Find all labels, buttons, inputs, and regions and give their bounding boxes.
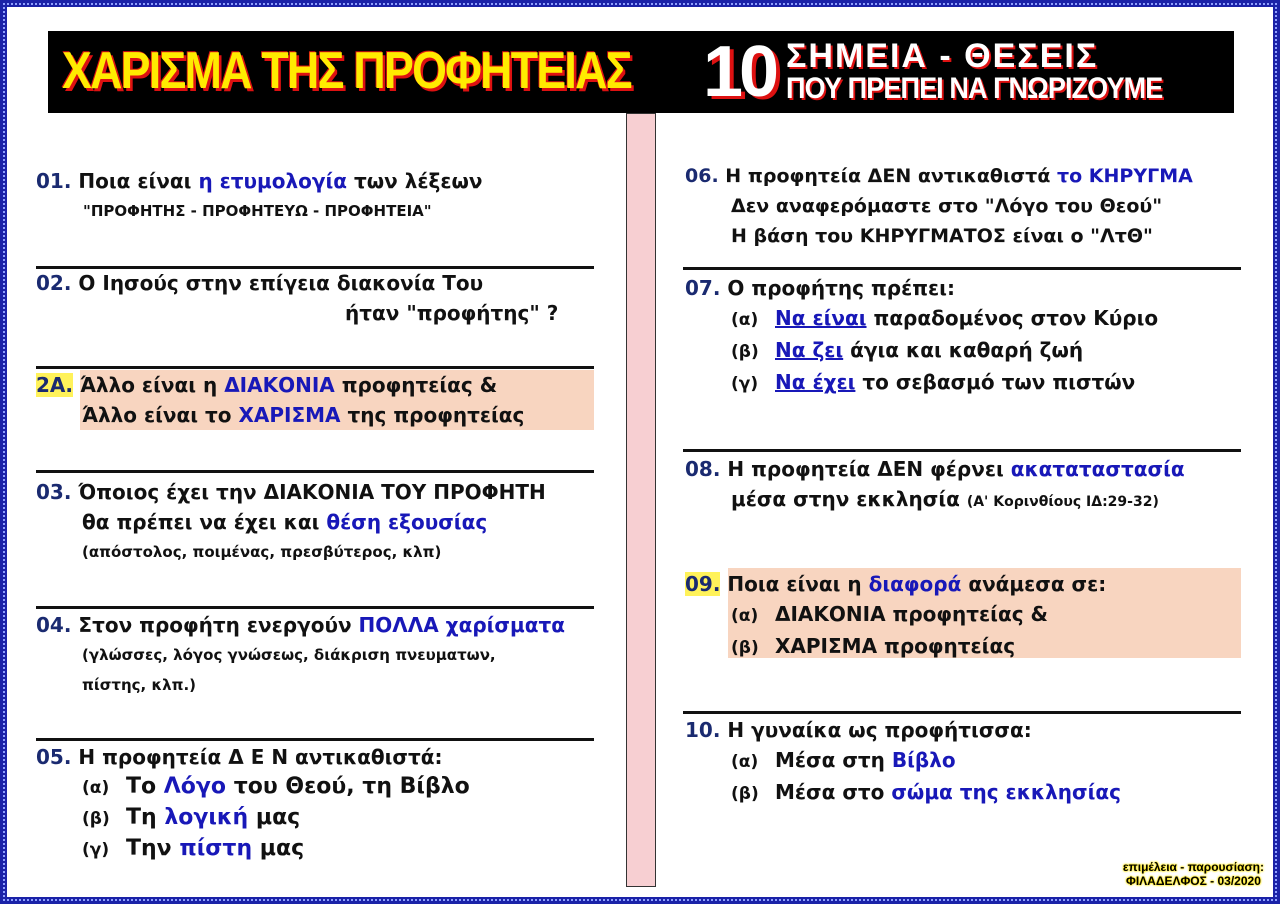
separator [683, 711, 1241, 714]
separator [36, 606, 594, 609]
main-title: ΧΑΡΙΣΜΑ ΤΗΣ ΠΡΟΦΗΤΕΙΑΣ [62, 42, 631, 100]
point-09: 09. Ποια είναι η διαφορά ανάμεσα σε: (α) ΔΙΑΚΟΝΙΑ προφητείας & (β) ΧΑΡΙΣΜΑ προφητείας [685, 572, 1107, 658]
separator [36, 366, 594, 369]
point-08: 08. Η προφητεία ΔΕΝ φέρνει ακαταταστασία μέσα στην εκκλησία (Α' Κορινθίους ΙΔ:29-32) [685, 457, 1185, 511]
subtitle-line1: ΣΗΜΕΙΑ - ΘΕΣΕΙΣ [786, 37, 1099, 75]
subtitle-line2: ΠΟΥ ΠΡΕΠΕΙ ΝΑ ΓΝΩΡΙΖΟΥΜΕ [786, 72, 1163, 105]
point-10: 10. Η γυναίκα ως προφήτισσα: (α) Μέσα στη Βίβλο (β) Μέσα στο σώμα της εκκλησίας [685, 718, 1121, 804]
title-banner [48, 31, 1234, 113]
separator [683, 267, 1241, 270]
separator [683, 449, 1241, 452]
point-2a: 2Α. Άλλο είναι η ΔΙΑΚΟΝΙΑ προφητείας & Άλλο είναι το ΧΑΡΙΣΜΑ της προφητείας [36, 373, 525, 427]
center-divider [626, 113, 656, 887]
point-03: 03. Όποιος έχει την ΔΙΑΚΟΝΙΑ ΤΟΥ ΠΡΟΦΗΤΗ θα πρέπει να έχει και θέση εξουσίας (απόστολος, ποιμένας, πρεσβύτερος, κλπ) [36, 480, 546, 561]
point-02: 02. Ο Ιησούς στην επίγεια διακονία Του ήταν "προφήτης" ? [36, 271, 559, 325]
points-number: 10 [703, 32, 776, 112]
point-04: 04. Στον προφήτη ενεργούν ΠΟΛΛΑ χαρίσματα (γλώσσες, λόγος γνώσεως, διάκριση πνευματων, πίστης, κλπ.) [36, 613, 565, 694]
point-06: 06. Η προφητεία ΔΕΝ αντικαθιστά το ΚΗΡΥΓΜΑ Δεν αναφερόμαστε στο "Λόγο του Θεού" Η βάση του ΚΗΡΥΓΜΑΤΟΣ είναι ο "ΛτΘ" [685, 165, 1193, 247]
separator [36, 738, 594, 741]
separator [36, 470, 594, 473]
author-credit: επιμέλεια - παρουσίαση: ΦΙΛΑΔΕΛΦΟΣ - 03/2020 [1122, 860, 1264, 888]
point-01: 01. Ποια είναι η ετυμολογία των λέξεων "ΠΡΟΦΗΤΗΣ - ΠΡΟΦΗΤΕΥΩ - ΠΡΟΦΗΤΕΙΑ" [36, 169, 483, 220]
point-07: 07. Ο προφήτης πρέπει: (α) Να είναι παραδομένος στον Κύριο (β) Να ζει άγια και καθαρή ζωή (γ) Να έχει το σεβασμό των πιστών [685, 276, 1159, 394]
point-05: 05. Η προφητεία Δ Ε Ν αντικαθιστά: (α) Το Λόγο του Θεού, τη Βίβλο (β) Τη λογική μας (γ) Την πίστη μας [36, 745, 470, 861]
